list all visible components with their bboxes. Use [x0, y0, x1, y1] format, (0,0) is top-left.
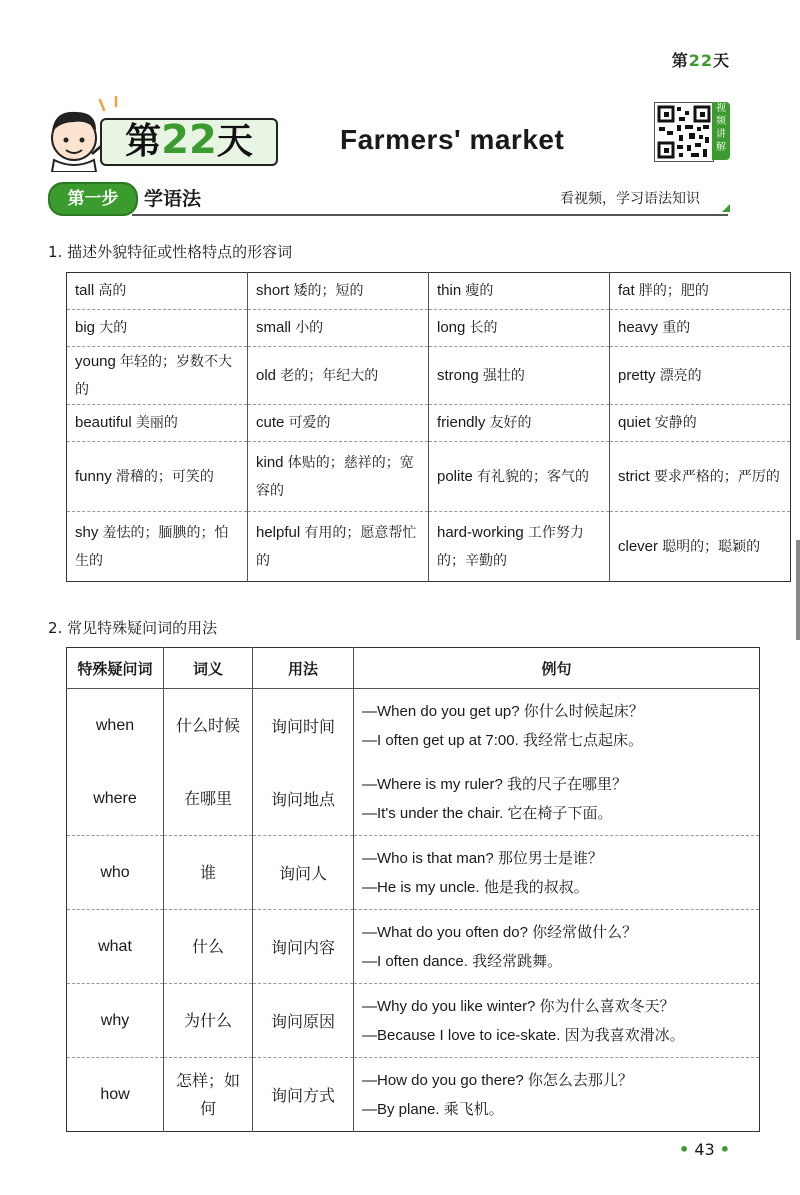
- adjective-cell: [429, 405, 610, 442]
- adjective-cell: [610, 273, 791, 310]
- column-header: 特殊疑问词: [67, 648, 164, 689]
- adjective-cell: [248, 310, 429, 347]
- question-word: why: [67, 984, 164, 1058]
- table-row: [67, 836, 760, 910]
- table-row: [67, 405, 791, 442]
- table-row: [67, 310, 791, 347]
- example-answer: —It's under the chair. 它在椅子下面。: [362, 804, 613, 822]
- example-answer: —He is my uncle. 他是我的叔叔。: [362, 878, 589, 896]
- table-row: [67, 512, 791, 582]
- word-usage: 询问内容: [253, 910, 354, 984]
- english-word: strict: [618, 467, 650, 485]
- english-word: thin: [437, 282, 462, 299]
- english-word: cute: [256, 414, 285, 431]
- chinese-meaning: 大的: [99, 320, 128, 336]
- chinese-meaning: 安静的: [654, 415, 697, 431]
- chinese-meaning: 高的: [98, 283, 127, 299]
- chinese-meaning: 漂亮的: [659, 367, 702, 384]
- english-word: funny: [75, 467, 112, 485]
- chinese-meaning: 重的: [662, 320, 691, 336]
- english-word: polite: [437, 467, 473, 485]
- column-header: 例句: [354, 648, 760, 689]
- chinese-meaning: 胖的；肥的: [638, 283, 709, 299]
- step-pill: 第一步: [48, 182, 138, 216]
- english-word: long: [437, 319, 466, 336]
- english-word: pretty: [618, 366, 656, 384]
- example-question: —Who is that man? 那位男士是谁？: [362, 849, 603, 867]
- english-word: kind: [256, 453, 284, 471]
- adjective-cell: [67, 347, 248, 405]
- chinese-meaning: 滑稽的；可笑的: [115, 468, 214, 485]
- example-question: —Where is my ruler? 我的尺子在哪里？: [362, 775, 628, 793]
- adjective-table: [66, 272, 791, 582]
- table-row: [67, 273, 791, 310]
- chinese-meaning: 羞怯的；腼腆的；怕生的: [75, 524, 229, 569]
- chinese-meaning: 年轻的；岁数不大的: [75, 353, 233, 398]
- adjective-cell: [67, 442, 248, 512]
- word-meaning: 为什么: [164, 984, 253, 1058]
- english-word: young: [75, 352, 116, 370]
- adjective-cell: [429, 512, 610, 582]
- adjective-cell: [429, 442, 610, 512]
- english-word: fat: [618, 282, 635, 299]
- example-sentences: [354, 836, 760, 910]
- example-answer: —I often get up at 7:00. 我经常七点起床。: [362, 731, 643, 749]
- chinese-meaning: 体贴的；慈祥的；宽容的: [256, 454, 414, 499]
- question-word: how: [67, 1058, 164, 1132]
- adjective-cell: [610, 442, 791, 512]
- word-meaning: 在哪里: [164, 762, 253, 836]
- english-word: strong: [437, 366, 479, 384]
- adjective-cell: [610, 405, 791, 442]
- column-header: 词义: [164, 648, 253, 689]
- page-number: • 43 •: [678, 1140, 730, 1159]
- example-answer: —Because I love to ice-skate. 因为我喜欢滑冰。: [362, 1026, 685, 1044]
- chinese-meaning: 有用的；愿意帮忙的: [256, 524, 417, 569]
- adjective-cell: [610, 512, 791, 582]
- word-meaning: 什么: [164, 910, 253, 984]
- page-edge-shadow: [796, 540, 800, 640]
- column-header: 用法: [253, 648, 354, 689]
- english-word: old: [256, 366, 277, 384]
- english-word: tall: [75, 282, 95, 299]
- chinese-meaning: 长的: [469, 320, 498, 336]
- adjective-cell: [610, 310, 791, 347]
- section-title: 1. 描述外貌特征或性格特点的形容词: [48, 243, 293, 261]
- chinese-meaning: 强壮的: [482, 367, 525, 384]
- adjective-cell: [429, 273, 610, 310]
- example-answer: —By plane. 乘飞机。: [362, 1100, 504, 1118]
- word-usage: 询问地点: [253, 762, 354, 836]
- english-word: hard-working: [437, 523, 524, 541]
- word-meaning: 什么时候: [164, 689, 253, 763]
- question-word: who: [67, 836, 164, 910]
- step-name: 学语法: [144, 188, 202, 210]
- question-word: what: [67, 910, 164, 984]
- table-row: [67, 762, 760, 836]
- english-word: short: [256, 282, 290, 299]
- question-word: when: [67, 689, 164, 763]
- chinese-meaning: 矮的；短的: [293, 283, 364, 299]
- day-badge-title: 第22天: [125, 117, 253, 163]
- adjective-cell: [610, 347, 791, 405]
- triangle-marker-icon: [722, 204, 730, 212]
- chinese-meaning: 小的: [295, 320, 324, 336]
- example-question: —What do you often do? 你经常做什么？: [362, 923, 638, 941]
- table-row: [67, 1058, 760, 1132]
- chinese-meaning: 有礼貌的；客气的: [477, 468, 590, 485]
- word-meaning: 怎样；如何: [164, 1058, 253, 1132]
- example-answer: —I often dance. 我经常跳舞。: [362, 952, 563, 970]
- chinese-meaning: 瘦的: [465, 283, 494, 299]
- question-word: where: [93, 789, 137, 807]
- english-word: helpful: [256, 523, 301, 541]
- table-row: [67, 910, 760, 984]
- example-sentences: [354, 910, 760, 984]
- chinese-meaning: 友好的: [489, 415, 532, 431]
- table-row: [67, 442, 791, 512]
- table-header-row: [67, 648, 760, 689]
- english-word: small: [256, 319, 292, 336]
- step-hint: 看视频，学习语法知识: [560, 191, 700, 207]
- english-word: clever: [618, 537, 659, 555]
- adjective-cell: [67, 273, 248, 310]
- chinese-meaning: 美丽的: [135, 415, 178, 431]
- english-word: beautiful: [75, 414, 132, 431]
- day-badge: [44, 96, 253, 166]
- word-usage: 询问时间: [253, 689, 354, 763]
- example-question: —When do you get up? 你什么时候起床？: [362, 702, 644, 720]
- chinese-meaning: 老的；年纪大的: [280, 367, 379, 384]
- day-indicator: 第22天: [671, 51, 730, 70]
- english-word: shy: [75, 523, 99, 541]
- example-question: —Why do you like winter? 你为什么喜欢冬天？: [362, 997, 675, 1015]
- adjective-cell: [248, 442, 429, 512]
- video-tab-label[interactable]: 视频讲解: [712, 102, 730, 160]
- adjective-cell: [248, 347, 429, 405]
- example-sentences: [354, 984, 760, 1058]
- adjective-cell: [429, 347, 610, 405]
- word-usage: 询问人: [253, 836, 354, 910]
- adjective-cell: [429, 310, 610, 347]
- question-word-table: [66, 647, 760, 1132]
- adjective-cell: [67, 310, 248, 347]
- chinese-meaning: 聪明的；聪颖的: [662, 538, 761, 555]
- english-word: big: [75, 319, 96, 336]
- qr-code-icon[interactable]: [654, 102, 714, 162]
- adjective-cell: [248, 512, 429, 582]
- word-meaning: 谁: [164, 836, 253, 910]
- adjective-cell: [248, 405, 429, 442]
- lesson-title: Farmers' market: [340, 124, 565, 155]
- step-divider: [132, 214, 728, 216]
- word-usage: 询问原因: [253, 984, 354, 1058]
- adjective-cell: [67, 512, 248, 582]
- chinese-meaning: 可爱的: [288, 415, 331, 431]
- example-sentences: [354, 689, 760, 763]
- english-word: heavy: [618, 319, 659, 336]
- chinese-meaning: 要求严格的；严厉的: [653, 468, 780, 485]
- chinese-meaning: 工作努力的；辛勤的: [437, 524, 584, 569]
- table-row: [67, 689, 760, 763]
- adjective-cell: [67, 405, 248, 442]
- example-sentences: [354, 762, 760, 836]
- table-row: [67, 347, 791, 405]
- table-row: [67, 984, 760, 1058]
- example-sentences: [354, 1058, 760, 1132]
- english-word: quiet: [618, 414, 651, 431]
- example-question: —How do you go there? 你怎么去那儿？: [362, 1071, 633, 1089]
- adjective-cell: [248, 273, 429, 310]
- word-usage: 询问方式: [253, 1058, 354, 1132]
- section-title: 2. 常见特殊疑问词的用法: [48, 619, 218, 637]
- english-word: friendly: [437, 414, 486, 431]
